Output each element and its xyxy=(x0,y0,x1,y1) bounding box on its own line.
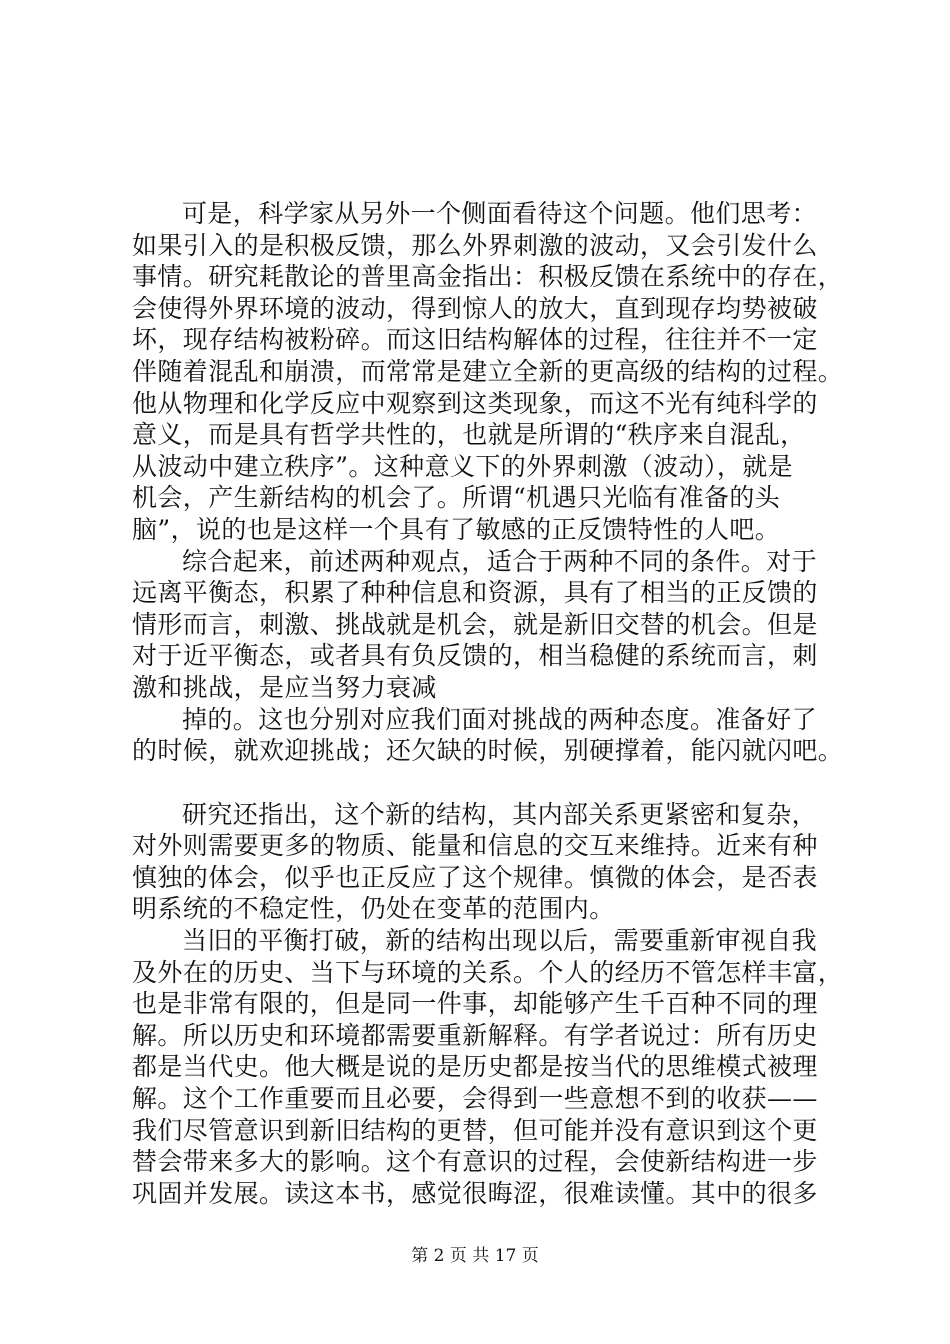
text-line: 掉的。这也分别对应我们面对挑战的两种态度。准备好了 xyxy=(182,704,818,734)
text-line: 意义，而是具有哲学共性的，也就是所谓的“秩序来自混乱， xyxy=(132,420,806,450)
body-text xyxy=(132,198,844,1209)
text-line: 综合起来，前述两种观点，适合于两种不同的条件。对于 xyxy=(182,546,818,576)
text-line: 慎独的体会，似乎也正反应了这个规律。慎微的体会，是否表 xyxy=(132,862,818,892)
paragraph-gap xyxy=(132,767,832,799)
text-line: 研究还指出，这个新的结构，其内部关系更紧密和复杂， xyxy=(182,799,818,829)
text-line: 对外则需要更多的物质、能量和信息的交互来维持。近来有种 xyxy=(132,831,818,861)
text-line: 及外在的历史、当下与环境的关系。个人的经历不管怎样丰富， xyxy=(132,957,844,987)
text-line: 也是非常有限的，但是同一件事，却能够产生千百种不同的理 xyxy=(132,989,818,1019)
text-line: 都是当代史。他大概是说的是历史都是按当代的思维模式被理 xyxy=(132,1052,818,1082)
text-line: 从波动中建立秩序”。这种意义下的外界刺激（波动），就是 xyxy=(132,451,794,481)
text-line: 他从物理和化学反应中观察到这类现象，而这不光有纯科学的 xyxy=(132,388,818,418)
text-line: 的时候，就欢迎挑战；还欠缺的时候，别硬撑着，能闪就闪吧。 xyxy=(132,736,844,766)
text-line: 当旧的平衡打破，新的结构出现以后，需要重新审视自我 xyxy=(182,926,818,956)
text-line: 会使得外界环境的波动，得到惊人的放大，直到现存均势被破 xyxy=(132,293,818,323)
page-number-footer: 第 2 页 共 17 页 xyxy=(411,1246,539,1266)
text-line: 机会，产生新结构的机会了。所谓“机遇只光临有准备的头 xyxy=(132,483,781,513)
text-line: 如果引入的是积极反馈，那么外界刺激的波动，又会引发什么 xyxy=(132,230,818,260)
text-line: 坏，现存结构被粉碎。而这旧结构解体的过程，往往并不一定 xyxy=(132,325,818,355)
text-line: 我们尽管意识到新旧结构的更替，但可能并没有意识到这个更 xyxy=(132,1115,818,1145)
text-line: 事情。研究耗散论的普里高金指出：积极反馈在系统中的存在， xyxy=(132,262,844,292)
text-line: 巩固并发展。读这本书，感觉很晦涩，很难读懂。其中的很多 xyxy=(132,1178,818,1208)
text-line: 伴随着混乱和崩溃，而常常是建立全新的更高级的结构的过程。 xyxy=(132,356,844,386)
text-line: 远离平衡态，积累了种种信息和资源，具有了相当的正反馈的 xyxy=(132,578,818,608)
text-line: 情形而言，刺激、挑战就是机会，就是新旧交替的机会。但是 xyxy=(132,609,818,639)
text-line: 替会带来多大的影响。这个有意识的过程，会使新结构进一步 xyxy=(132,1147,818,1177)
text-line: 可是，科学家从另外一个侧面看待这个问题。他们思考： xyxy=(182,199,818,228)
text-line: 解。所以历史和环境都需要重新解释。有学者说过：所有历史 xyxy=(132,1020,818,1050)
text-line: 激和挑战，是应当努力衰减 xyxy=(132,672,437,702)
text-line: 脑”，说的也是这样一个具有了敏感的正反馈特性的人吧。 xyxy=(132,514,781,544)
text-line: 对于近平衡态，或者具有负反馈的，相当稳健的系统而言，刺 xyxy=(132,641,818,671)
text-line: 解。这个工作重要而且必要，会得到一些意想不到的收获—— xyxy=(132,1084,818,1114)
text-line: 明系统的不稳定性，仍处在变革的范围内。 xyxy=(132,894,615,924)
